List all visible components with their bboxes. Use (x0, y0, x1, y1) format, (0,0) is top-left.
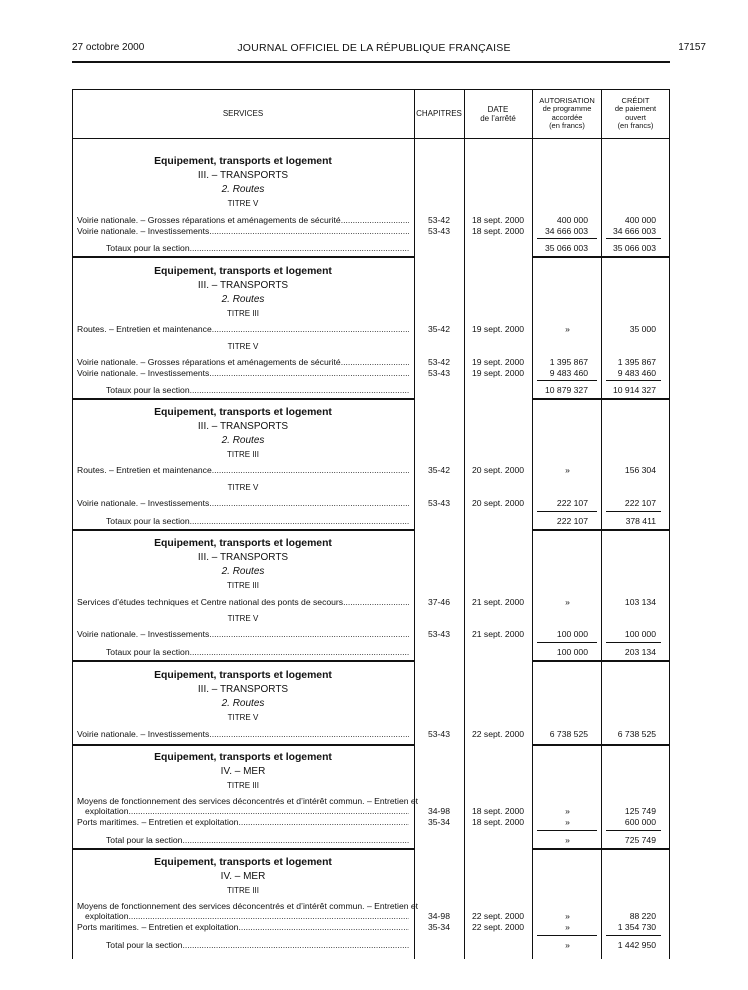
total-label: Totaux pour la section ..... (106, 647, 409, 657)
section-separator (532, 660, 670, 662)
subsection-heading: 2. Routes (221, 435, 265, 446)
sum-rule (606, 830, 661, 831)
section-separator (72, 744, 414, 746)
ministry-heading: Equipement, transports et logement (154, 752, 332, 763)
row-credit: 400 000 (624, 215, 656, 225)
total-autorisation: 222 107 (556, 516, 588, 526)
row-autorisation: » (565, 911, 570, 921)
column-header-chapitres: CHAPITRES (416, 109, 462, 118)
section-heading: III. – TRANSPORTS (197, 684, 289, 695)
section-heading: IV. – MER (220, 871, 266, 882)
row-autorisation: » (565, 465, 570, 475)
row-date: 18 sept. 2000 (471, 215, 525, 225)
total-credit: 10 914 327 (612, 385, 656, 395)
row-chapitre: 37-46 (428, 597, 450, 607)
row-label: Voirie nationale. – Investissements ..... (77, 629, 409, 639)
row-date: 19 sept. 2000 (471, 368, 525, 378)
row-autorisation: 9 483 460 (549, 368, 588, 378)
row-credit: 6 738 525 (617, 729, 656, 739)
row-label: Voirie nationale. – Investissements ..... (77, 729, 409, 739)
section-separator (532, 848, 670, 850)
table-left-border (72, 89, 73, 959)
sum-rule (606, 380, 661, 381)
section-heading: III. – TRANSPORTS (197, 280, 289, 291)
total-autorisation: 100 000 (556, 647, 588, 657)
table-header-rule (72, 138, 670, 139)
section-separator (72, 256, 414, 258)
row-label: Ports maritimes. – Entretien et exploitation ..... (77, 922, 409, 932)
total-autorisation: » (565, 835, 570, 845)
titre-heading: TITRE III (227, 309, 259, 318)
row-date: 19 sept. 2000 (471, 357, 525, 367)
row-chapitre: 53-43 (428, 629, 450, 639)
sum-rule (606, 511, 661, 512)
sum-rule (606, 642, 661, 643)
row-autorisation: » (565, 817, 570, 827)
row-date: 19 sept. 2000 (471, 324, 525, 334)
total-label: Total pour la section ..... (106, 835, 409, 845)
row-autorisation: 400 000 (556, 215, 588, 225)
row-label-line: Moyens de fonctionnement des services déconcentrés et d’intérêt commun. – Entretien et (77, 796, 419, 806)
row-autorisation: 6 738 525 (549, 729, 588, 739)
section-separator (72, 660, 414, 662)
sum-rule (537, 238, 597, 239)
sum-rule (537, 511, 597, 512)
total-credit: 725 749 (624, 835, 656, 845)
row-autorisation: » (565, 324, 570, 334)
row-credit: 34 666 003 (612, 226, 656, 236)
subsection-heading: 2. Routes (221, 184, 265, 195)
row-label: Services d’études techniques et Centre national des ponts de secours ..... (77, 597, 409, 607)
journal-title: JOURNAL OFFICIEL DE LA RÉPUBLIQUE FRANÇAISE (237, 42, 511, 54)
section-heading: IV. – MER (220, 766, 266, 777)
sum-rule (537, 935, 597, 936)
titre-heading: TITRE III (227, 886, 259, 895)
row-label: Voirie nationale. – Investissements ..... (77, 368, 409, 378)
row-date: 20 sept. 2000 (471, 465, 525, 475)
titre-heading: TITRE V (227, 483, 259, 492)
row-date: 22 sept. 2000 (471, 922, 525, 932)
row-chapitre: 53-43 (428, 498, 450, 508)
row-chapitre: 35-34 (428, 817, 450, 827)
total-credit: 378 411 (625, 516, 656, 526)
column-header-date: DATE de l’arrêté (480, 104, 516, 123)
total-autorisation: 10 879 327 (544, 385, 588, 395)
header-date: 27 octobre 2000 (72, 42, 145, 53)
section-separator (72, 398, 414, 400)
row-label: exploitation ..... (85, 911, 409, 921)
row-label: Voirie nationale. – Grosses réparations et aménagements de sécurité ..... (77, 215, 409, 225)
section-separator (72, 848, 414, 850)
row-autorisation: 222 107 (556, 498, 588, 508)
row-autorisation: » (565, 922, 570, 932)
total-label: Totaux pour la section ..... (106, 385, 409, 395)
row-label: Voirie nationale. – Investissements ..... (77, 226, 409, 236)
column-header-autorisation: AUTORISATION de programme accordée (en francs) (539, 95, 595, 130)
titre-heading: TITRE V (227, 342, 259, 351)
header-rule (72, 61, 670, 63)
row-autorisation: 100 000 (556, 629, 588, 639)
row-credit: 222 107 (624, 498, 656, 508)
section-separator (72, 529, 414, 531)
row-chapitre: 35-34 (428, 922, 450, 932)
row-date: 22 sept. 2000 (471, 729, 525, 739)
total-autorisation: » (565, 940, 570, 950)
total-label: Total pour la section ..... (106, 940, 409, 950)
row-chapitre: 35-42 (428, 324, 450, 334)
row-chapitre: 53-43 (428, 368, 450, 378)
row-chapitre: 53-42 (428, 357, 450, 367)
row-credit: 1 354 730 (617, 922, 656, 932)
row-date: 18 sept. 2000 (471, 806, 525, 816)
section-heading: III. – TRANSPORTS (197, 170, 289, 181)
titre-heading: TITRE V (227, 199, 259, 208)
sum-rule (606, 238, 661, 239)
section-separator (532, 398, 670, 400)
titre-heading: TITRE III (227, 450, 259, 459)
row-chapitre: 35-42 (428, 465, 450, 475)
row-date: 18 sept. 2000 (471, 226, 525, 236)
row-label: Ports maritimes. – Entretien et exploitation ..... (77, 817, 409, 827)
row-date: 20 sept. 2000 (471, 498, 525, 508)
sum-rule (537, 642, 597, 643)
row-credit: 125 749 (624, 806, 656, 816)
row-chapitre: 34-98 (428, 911, 450, 921)
titre-heading: TITRE V (227, 713, 259, 722)
total-credit: 1 442 950 (617, 940, 656, 950)
row-credit: 600 000 (624, 817, 656, 827)
section-separator (532, 744, 670, 746)
column-header-credit: CRÉDIT de paiement ouvert (en francs) (614, 95, 657, 130)
sum-rule (606, 935, 661, 936)
row-autorisation: » (565, 806, 570, 816)
row-label-line: Moyens de fonctionnement des services déconcentrés et d’intérêt commun. – Entretien et (77, 901, 419, 911)
row-credit: 88 220 (629, 911, 656, 921)
row-credit: 156 304 (624, 465, 656, 475)
section-separator (532, 256, 670, 258)
row-credit: 103 134 (624, 597, 656, 607)
row-label: Routes. – Entretien et maintenance ..... (77, 324, 409, 334)
row-autorisation: 1 395 867 (549, 357, 588, 367)
row-autorisation: 34 666 003 (544, 226, 588, 236)
table-right-border (669, 89, 670, 959)
row-credit: 9 483 460 (617, 368, 656, 378)
ministry-heading: Equipement, transports et logement (154, 407, 332, 418)
section-separator (532, 529, 670, 531)
ministry-heading: Equipement, transports et logement (154, 670, 332, 681)
row-date: 21 sept. 2000 (471, 597, 525, 607)
titre-heading: TITRE III (227, 581, 259, 590)
sum-rule (537, 830, 597, 831)
subsection-heading: 2. Routes (221, 294, 265, 305)
row-chapitre: 53-43 (428, 226, 450, 236)
row-chapitre: 53-42 (428, 215, 450, 225)
row-date: 22 sept. 2000 (471, 911, 525, 921)
titre-heading: TITRE V (227, 614, 259, 623)
row-label: Voirie nationale. – Grosses réparations et aménagements de sécurité ..... (77, 357, 409, 367)
row-date: 21 sept. 2000 (471, 629, 525, 639)
total-credit: 35 066 003 (612, 243, 656, 253)
row-date: 18 sept. 2000 (471, 817, 525, 827)
row-chapitre: 34-98 (428, 806, 450, 816)
page-number: 17157 (678, 42, 706, 53)
section-heading: III. – TRANSPORTS (197, 552, 289, 563)
subsection-heading: 2. Routes (221, 698, 265, 709)
total-label: Totaux pour la section ..... (106, 516, 409, 526)
total-credit: 203 134 (624, 647, 656, 657)
row-label: Voirie nationale. – Investissements ..... (77, 498, 409, 508)
ministry-heading: Equipement, transports et logement (154, 266, 332, 277)
ministry-heading: Equipement, transports et logement (154, 857, 332, 868)
row-label: exploitation ..... (85, 806, 409, 816)
row-chapitre: 53-43 (428, 729, 450, 739)
column-header-services: SERVICES (222, 109, 264, 118)
section-heading: III. – TRANSPORTS (197, 421, 289, 432)
row-credit: 100 000 (624, 629, 656, 639)
ministry-heading: Equipement, transports et logement (154, 156, 332, 167)
row-credit: 35 000 (629, 324, 656, 334)
total-label: Totaux pour la section ..... (106, 243, 409, 253)
sum-rule (537, 380, 597, 381)
titre-heading: TITRE III (227, 781, 259, 790)
total-autorisation: 35 066 003 (544, 243, 588, 253)
row-autorisation: » (565, 597, 570, 607)
ministry-heading: Equipement, transports et logement (154, 538, 332, 549)
subsection-heading: 2. Routes (221, 566, 265, 577)
row-label: Routes. – Entretien et maintenance ..... (77, 465, 409, 475)
row-credit: 1 395 867 (617, 357, 656, 367)
